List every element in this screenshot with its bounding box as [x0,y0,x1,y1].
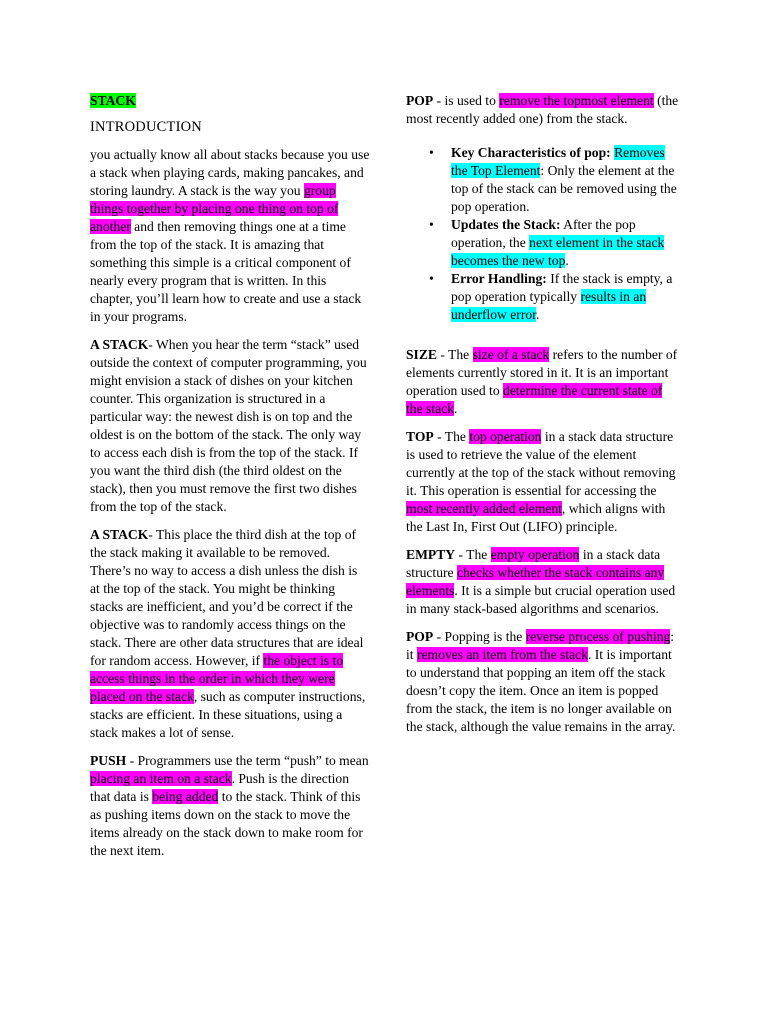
paragraph-pop-2: POP - Popping is the reverse process of pushing: it removes an item from the stack. It is important to understand that popping an item off the stack doesn’t copy the item. Once an item is popped from the stack, the item is no longer available on the stack, although the value remains in the array. [406,629,676,734]
highlight: Removes the Top Element [451,145,665,178]
document-title [90,92,370,110]
paragraph-pop: POP - is used to remove the topmost element (the most recently added one) from the stack. [406,93,679,126]
paragraph-empty: EMPTY - The empty operation in a stack data structure checks whether the stack contains any elements. It is a simple but crucial operation used in many stack-based algorithms and scenarios. [406,547,676,616]
highlight: next element in the stack becomes the new top [451,235,665,268]
highlight: group things together by placing one thing on top of another [90,183,339,234]
list-item: • Error Handling: If the stack is empty, a pop operation typically results in an underflow error. [451,270,682,324]
paragraph-a-stack-1: A STACK- When you hear the term “stack” used outside the context of computer programming, you might envision a stack of dishes on your kitchen counter. This organization is structured in a particular way: the newest dish is on top and the oldest is on the bottom of the stack. The only way to access each dish is from the top of the stack. If you want the third dish (the third oldest on the stack), then you must remove the first two dishes from the top of the stack. [90,337,367,514]
intro-heading: INTRODUCTION [90,119,202,135]
paragraph-a-stack-2: A STACK- This place the third dish at the top of the stack making it available to be removed. There’s no way to access a dish unless the dish is at the top of the stack. You might be thinking stacks are inefficient, and you’d be correct if the objective was to randomly access things on the stack. There are other data structures that are ideal for random access. However, if the object is to access things in the order in which they were placed on the stack, such as computer instructions, stacks are efficient. In these situations, using a stack makes a lot of sense. [90,527,366,740]
paragraph-intro: you actually know all about stacks because you use a stack when playing cards, making pancakes, and storing laundry. A stack is the way you group things together by placing one thing on top of another and then removing things one at a time from the top of the stack. It is amazing that something this simple is a critical component of nearly every program that is written. In this chapter, you’ll learn how to create and use a stack in your programs. [90,147,370,324]
paragraph-size: SIZE - The size of a stack refers to the number of elements currently stored in it. It is an important operation used to determine the current state of the stack. [406,347,678,416]
term-label: PUSH [90,753,127,768]
paragraph-push: PUSH - Programmers use the term “push” to mean placing an item on a stack. Push is the direction that data is being added to the stack. Think of this as pushing items down on the stack to move the items already on the stack down to make room for the next item. [90,753,369,858]
term-label: TOP [406,429,434,444]
term-label: EMPTY [406,547,456,562]
term-label: A STACK [90,527,149,542]
highlight: placing an item on a stack [90,771,232,786]
highlight: being added [152,789,219,804]
highlight: determine the current state of the stack [406,383,663,416]
pop-characteristics-list [406,144,682,324]
highlight: remove the topmost element [499,93,654,108]
paragraph-top: TOP - The top operation in a stack data structure is used to retrieve the value of the element currently at the top of the stack without removing it. This operation is essential for accessing the most recently added element, which aligns with the Last In, First Out (LIFO) principle. [406,429,676,534]
term-label: POP [406,93,434,108]
list-item: • Key Characteristics of pop: Removes the Top Element: Only the element at the top of the stack can be removed using the pop operation. [451,144,682,216]
highlight: top operation [469,429,542,444]
term-label: POP [406,629,434,644]
highlight: results in an underflow error [451,289,647,322]
highlight: size of a stack [472,347,550,362]
list-item: • Updates the Stack: After the pop operation, the next element in the stack becomes the new top. [451,216,682,270]
highlight: the object is to access things in the order in which they were placed on the stack [90,653,344,704]
right-column [406,92,682,746]
highlight: most recently added element [406,501,562,516]
highlight: reverse process of pushing [525,629,671,644]
title-stack: STACK [90,93,136,108]
highlight: checks whether the stack contains any elements [406,565,665,598]
highlight: removes an item from the stack [416,647,588,662]
term-label: SIZE [406,347,437,362]
term-label: A STACK [90,337,149,352]
highlight: empty operation [490,547,580,562]
left-column [90,92,370,870]
